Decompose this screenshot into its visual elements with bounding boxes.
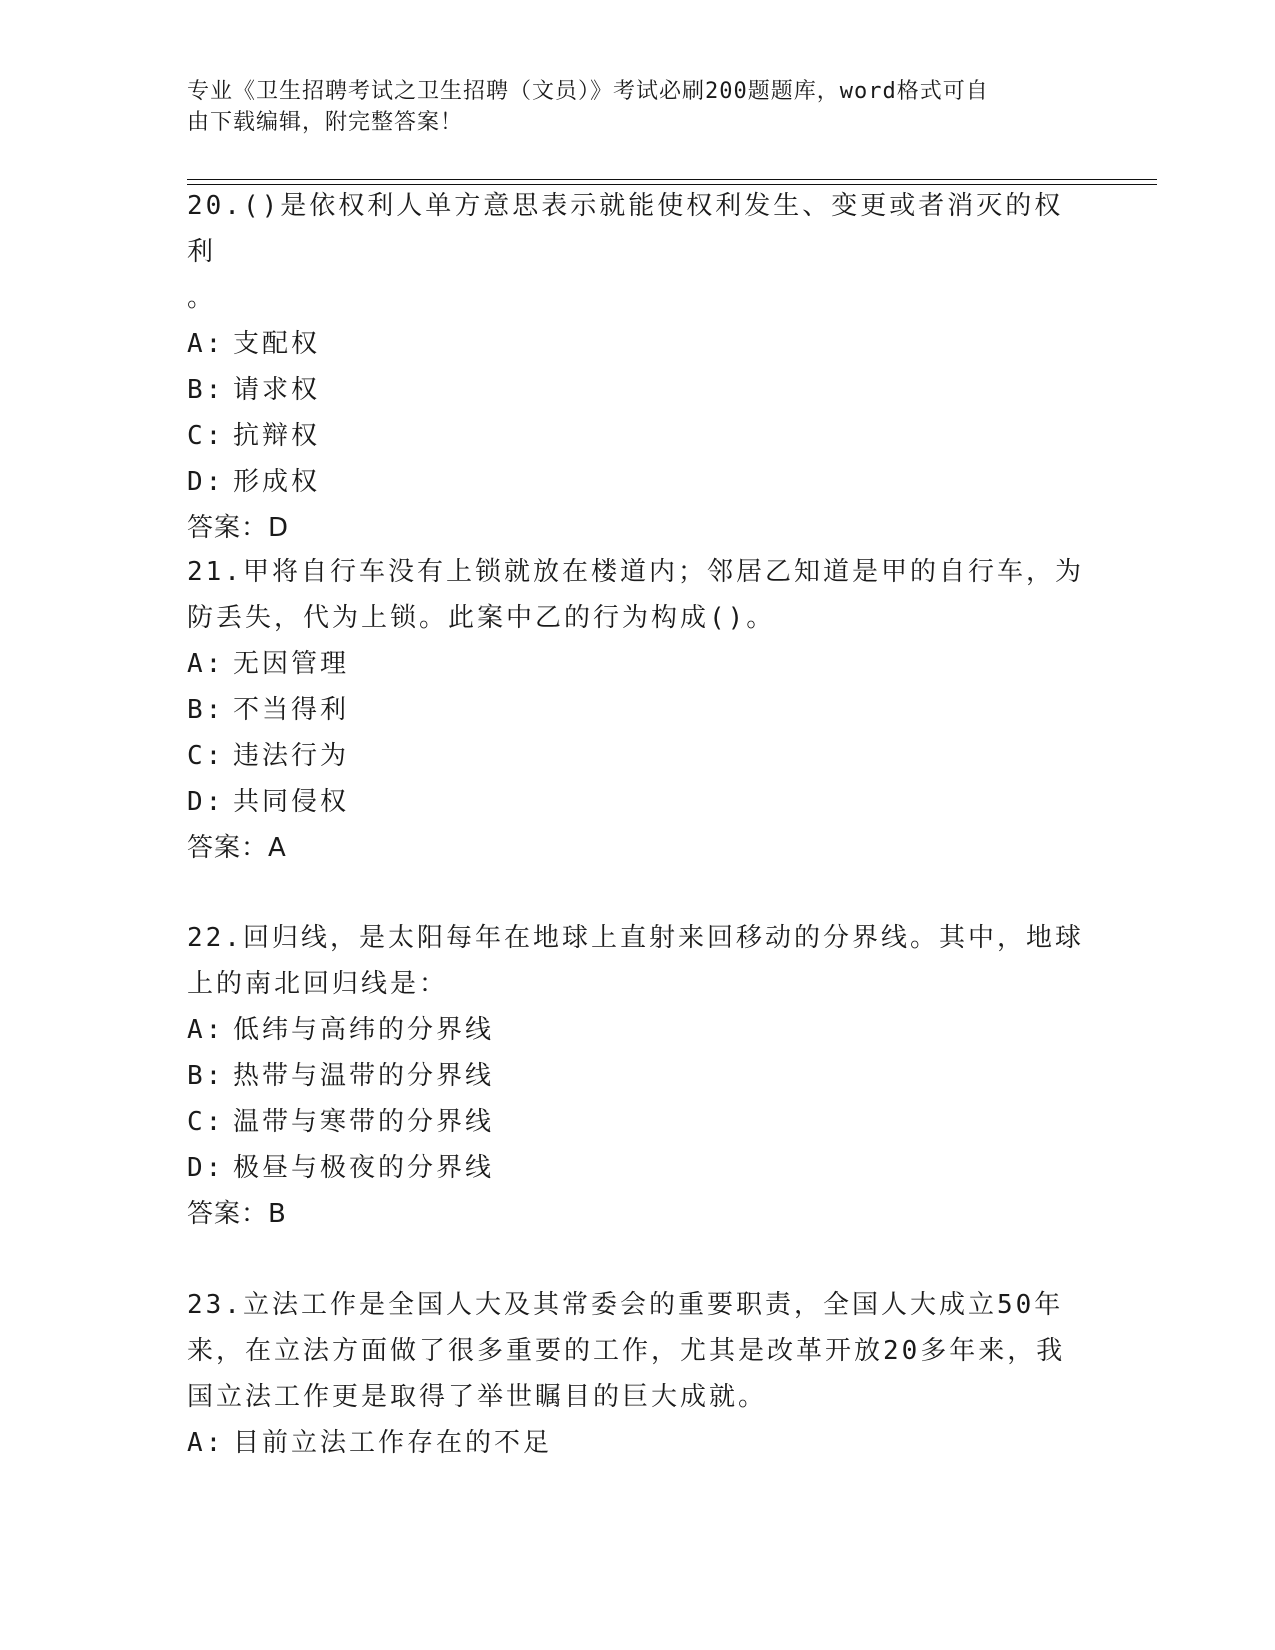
option-b [187,1053,1087,1099]
option-key: C: [187,1107,225,1137]
question-stem-line: 。 [187,283,217,313]
option-a [187,1420,1087,1466]
question-stem-line: 上的南北回归线是： [187,969,449,999]
option-text: 无因管理 [233,649,350,679]
option-d [187,1145,1087,1191]
header-divider-top [187,179,1157,180]
header-line-1: 专业《卫生招聘考试之卫生招聘（文员）》考试必刷200题题库，word格式可自 [187,79,989,104]
answer-line: 答案：B [187,1199,287,1229]
header-line-2: 由下载编辑，附完整答案！ [187,110,464,135]
question-23 [187,1282,1087,1466]
option-c [187,733,1087,779]
option-text: 支配权 [233,329,321,359]
option-text: 温带与寒带的分界线 [233,1107,495,1137]
option-key: B: [187,375,225,405]
question-stem-line: 22.回归线，是太阳每年在地球上直射来回移动的分界线。其中，地球 [187,923,1084,953]
option-key: C: [187,741,225,771]
option-text: 不当得利 [233,695,350,725]
option-key: A: [187,1428,225,1458]
question-21 [187,549,1087,871]
option-key: A: [187,329,225,359]
option-d [187,779,1087,825]
option-text: 极昼与极夜的分界线 [233,1153,495,1183]
option-key: D: [187,787,225,817]
question-stem-line: 来，在立法方面做了很多重要的工作，尤其是改革开放20多年来，我 [187,1336,1066,1366]
option-text: 形成权 [233,467,321,497]
option-text: 低纬与高纬的分界线 [233,1015,495,1045]
option-key: C: [187,421,225,451]
option-text: 热带与温带的分界线 [233,1061,495,1091]
option-key: A: [187,649,225,679]
question-stem-line: 23.立法工作是全国人大及其常委会的重要职责，全国人大成立50年 [187,1290,1064,1320]
question-20 [187,183,1087,551]
option-d [187,459,1087,505]
document-header [187,76,1067,138]
option-a [187,641,1087,687]
question-stem-line: 防丢失，代为上锁。此案中乙的行为构成()。 [187,603,776,633]
option-key: D: [187,1153,225,1183]
option-key: B: [187,1061,225,1091]
option-key: A: [187,1015,225,1045]
option-b [187,367,1087,413]
option-a [187,321,1087,367]
question-stem-line: 21.甲将自行车没有上锁就放在楼道内；邻居乙知道是甲的自行车，为 [187,557,1084,587]
answer-line: 答案：D [187,513,290,543]
option-text: 违法行为 [233,741,350,771]
option-key: B: [187,695,225,725]
option-b [187,687,1087,733]
question-stem-line: 20.()是依权利人单方意思表示就能使权利发生、变更或者消灭的权利 [187,191,1064,267]
option-c [187,413,1087,459]
answer-line: 答案：A [187,833,287,863]
option-text: 抗辩权 [233,421,321,451]
option-key: D: [187,467,225,497]
option-text: 目前立法工作存在的不足 [233,1428,553,1458]
option-a [187,1007,1087,1053]
question-stem-line: 国立法工作更是取得了举世瞩目的巨大成就。 [187,1382,768,1412]
option-text: 请求权 [233,375,321,405]
question-22 [187,915,1087,1237]
option-text: 共同侵权 [233,787,350,817]
option-c [187,1099,1087,1145]
